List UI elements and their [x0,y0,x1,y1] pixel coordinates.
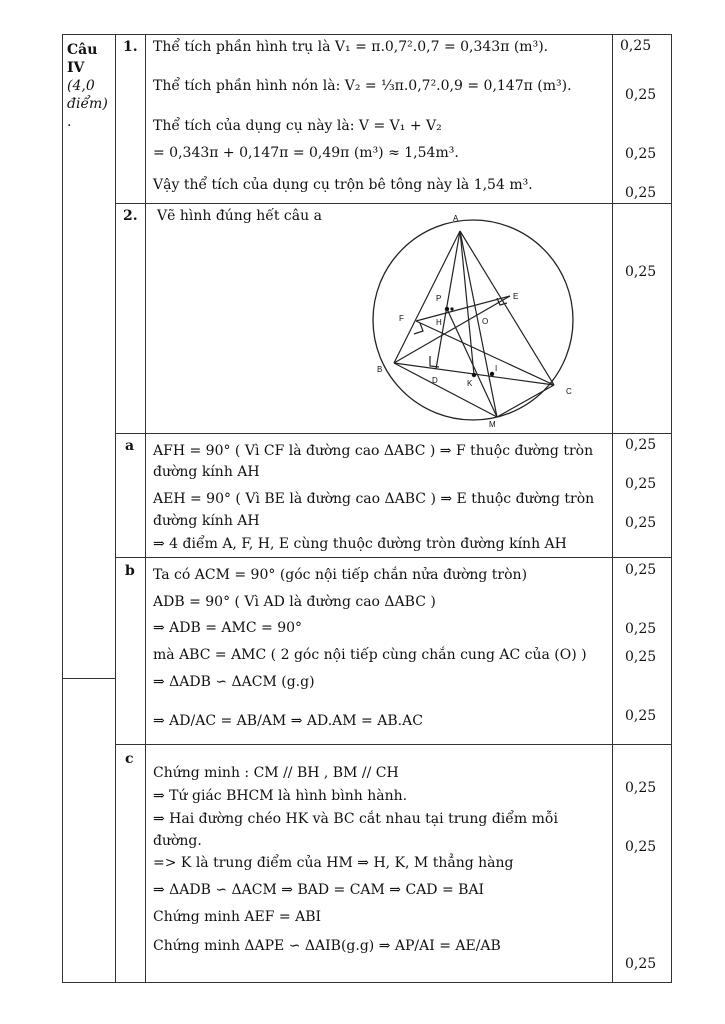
part-b-score-2: 0,25 [625,621,657,637]
segment-bm [394,363,497,417]
part-a-label: a [125,438,135,454]
part-a-score-2: 0,25 [625,476,657,492]
part-b-line-6: ⇒ AD/AC = AB/AM ⇒ AD.AM = AB.AC [153,713,423,729]
part-b-line-1: Ta có ACM = 90° (góc nội tiếp chắn nửa đường tròn) [153,567,528,583]
part-b-line-5: ⇒ ΔADB ∽ ΔACM (g.g) [153,674,315,690]
part2-number: 2. [123,208,138,224]
col-divider-1 [115,34,116,982]
part-a-line-1: AFH = 90° ( Vì CF là đường cao ΔABC ) ⇒ F thuộc đường tròn [153,443,594,459]
part-b-score-4: 0,25 [625,708,657,724]
part1-line-4: = 0,343π + 0,147π = 0,49π (m³) ≈ 1,54m³. [153,145,459,161]
label-c: C [566,387,572,396]
point-p [450,307,453,310]
section-title: Câu IV [67,42,98,76]
label-p: P [436,294,442,303]
label-f: F [399,314,404,323]
part-a-line-5: ⇒ 4 điểm A, F, H, E cùng thuộc đường tròn đường kính AH [153,536,567,552]
label-o: O [482,317,489,326]
part-b-line-2: ADB = 90° ( Vì AD là đường cao ΔABC ) [153,594,436,610]
part-c-line-5: => K là trung điểm của HM ⇒ H, K, M thẳng hàng [153,855,514,871]
row-divider-2-a [115,433,672,434]
section-points: (4,0 điểm) [67,78,108,112]
line-hkm [447,309,497,417]
part-c-line-6: ⇒ ΔADB ∽ ΔACM ⇒ BAD = CAM ⇒ CAD = BAI [153,882,485,898]
part2-text: Vẽ hình đúng hết câu a [157,208,322,224]
table-border-left [62,34,63,982]
label-m: M [489,420,496,429]
part-c-line-8: Chứng minh ΔAPE ∽ ΔAIB(g.g) ⇒ AP/AI = AE/AB [153,938,501,954]
row-divider-b-c [115,744,672,745]
part1-score-4: 0,25 [625,185,657,201]
part1-score-1: 0,25 [620,38,652,54]
row-divider-a-b [115,557,672,558]
part-b-score-3: 0,25 [625,649,657,665]
part-b-line-3: ⇒ ADB = AMC = 90° [153,620,303,636]
part-b-label: b [125,563,135,579]
part1-number: 1. [123,39,138,55]
part-a-score-1: 0,25 [625,437,657,453]
part-c-score-1: 0,25 [625,780,657,796]
segment-fe [416,296,510,321]
col-divider-3 [612,34,613,982]
part-a-line-4: đường kính AH [153,513,260,529]
point-i [490,372,494,376]
label-h: H [436,318,442,327]
label-d: D [432,376,438,385]
label-b: B [377,365,383,374]
point-h [445,307,449,311]
label-i: I [495,364,498,373]
side-ab [394,231,460,363]
part-c-score-3: 0,25 [625,956,657,972]
label-k: K [467,379,473,388]
col-divider-2 [145,34,146,982]
part-c-score-2: 0,25 [625,839,657,855]
part1-line-1: Thể tích phần hình trụ là V₁ = π.0,7².0,7 = 0,343π (m³). [153,39,549,55]
line-am [460,231,497,417]
part1-line-2: Thể tích phần hình nón là: V₂ = ⅓π.0,7².0,9 = 0,147π (m³). [153,78,572,94]
section-divider [62,678,115,679]
point-k [472,373,476,377]
part1-score-3: 0,25 [625,146,657,162]
part-c-line-4: đường. [153,833,202,849]
part-c-line-3: ⇒ Hai đường chéo HK và BC cắt nhau tại trung điểm mỗi [153,811,558,827]
table-border-bottom [62,982,672,983]
label-a: A [453,214,459,223]
part-a-line-2: đường kính AH [153,464,260,480]
part-b-line-4: mà ABC = AMC ( 2 góc nội tiếp cùng chắn cung AC của (O) ) [153,647,587,663]
part-c-label: c [125,751,134,767]
part-a-score-3: 0,25 [625,515,657,531]
geometry-figure [360,208,600,430]
label-e: E [513,292,519,301]
table-border-top [62,34,672,35]
part2-score: 0,25 [625,264,657,280]
part1-line-3: Thể tích của dụng cụ này là: V = V₁ + V₂ [153,118,442,134]
side-ac [460,231,554,385]
segment-cm [497,385,554,417]
part1-line-5: Vậy thể tích của dụng cụ trộn bê tông này là 1,54 m³. [153,177,533,193]
part-b-score-1: 0,25 [625,562,657,578]
row-divider-1-2 [115,203,672,204]
part-a-line-3: AEH = 90° ( Vì BE là đường cao ΔABC ) ⇒ E thuộc đường tròn [153,491,595,507]
part1-score-2: 0,25 [625,87,657,103]
right-angle-f [414,323,423,334]
part-c-line-7: Chứng minh AEF = ABI [153,909,322,925]
part-c-line-1: Chứng minh : CM // BH , BM // CH [153,765,399,781]
section-dot: . [67,114,72,130]
part-c-line-2: ⇒ Tứ giác BHCM là hình bình hành. [153,788,408,804]
